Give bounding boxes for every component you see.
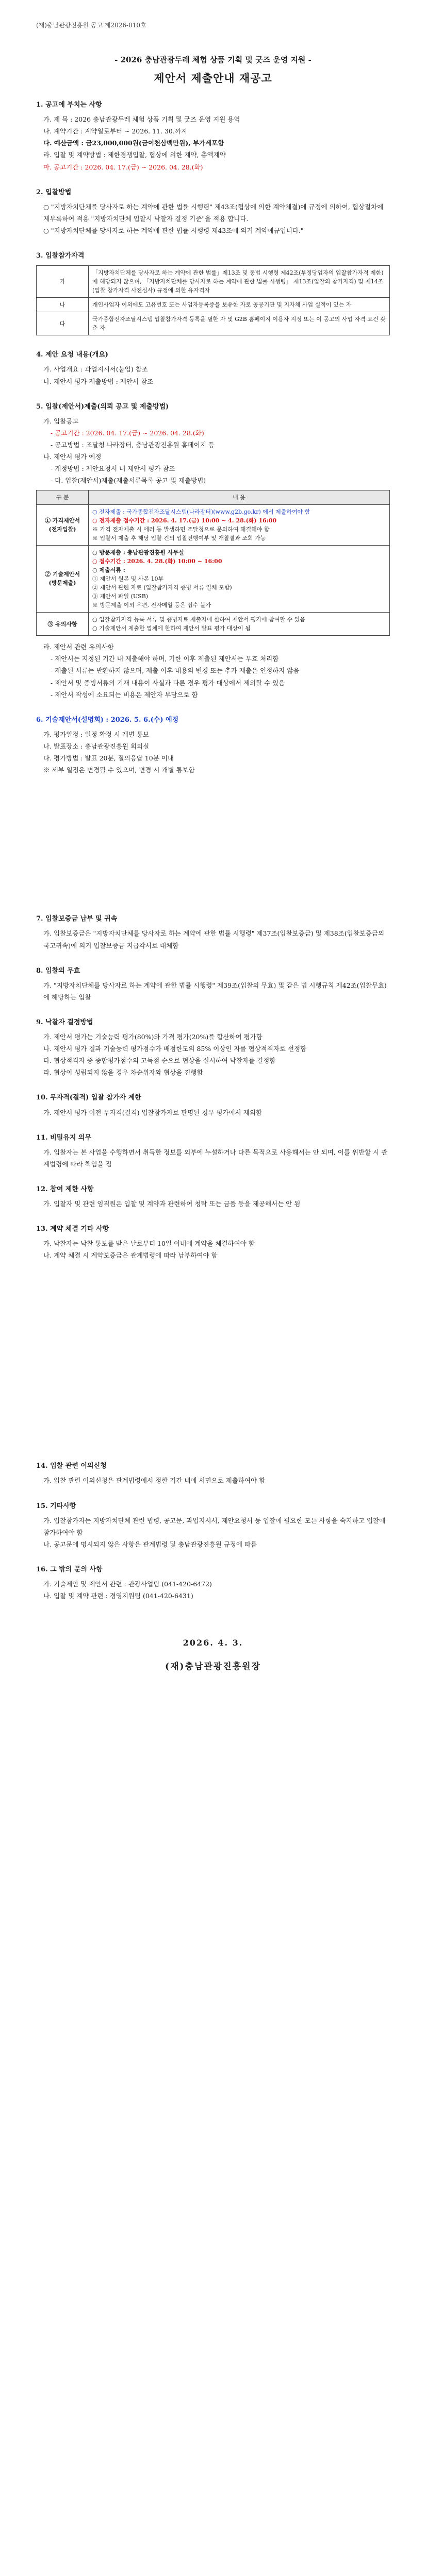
- section-14-heading: 14. 입찰 관련 이의신청: [36, 1462, 107, 1470]
- s5-after: 라. 제안서 관련 유의사항: [43, 643, 114, 651]
- row-label: 다: [37, 312, 89, 335]
- s6-item: 가. 평가일정 : 일정 확정 시 개별 통보: [43, 730, 150, 738]
- table-row: [37, 312, 390, 335]
- header-cell: 구 분: [37, 490, 89, 504]
- table-header-row: [37, 490, 390, 504]
- cell-line: ○ 접수기간 : 2026. 4. 28.(화) 10:00 ~ 16:00: [92, 557, 222, 565]
- row-label: ① 가격제안서 (전자입찰): [37, 504, 89, 545]
- section-8-heading: 8. 입찰의 무효: [36, 967, 80, 975]
- section-10: [36, 1092, 390, 1118]
- cell-line: ③ 제안서 파일 (USB): [92, 592, 149, 600]
- section-12-heading: 12. 참여 제한 사항: [36, 1185, 94, 1193]
- cell-line: ○ 제출서류 :: [92, 566, 125, 573]
- s9-item: 다. 협상적격자 중 종합평가점수의 고득점 순으로 협상을 실시하여 낙찰자를 결정함: [43, 1057, 276, 1065]
- issuer-name: (재)충남관광진흥원장: [165, 1662, 261, 1672]
- s14-item: 가. 입찰 관련 이의신청은 관계법령에서 정한 기간 내에 서면으로 제출하여야 함: [43, 1477, 266, 1485]
- section-5: [36, 401, 390, 701]
- section-3: [36, 250, 390, 335]
- section-8: [36, 965, 390, 1003]
- s1-item: 라. 입찰 및 계약방법 : 제한경쟁입찰, 협상에 의한 계약, 총액계약: [43, 151, 226, 159]
- section-2-heading: 2. 입찰방법: [36, 188, 72, 196]
- table-row: [37, 504, 390, 545]
- table-row: [37, 266, 390, 298]
- table-row: [37, 613, 390, 636]
- s4-item: 가. 사업개요 : 과업지시서(붙임) 참조: [43, 365, 148, 374]
- s5-after: - 제안서는 지정된 기간 내 제출해야 하며, 기한 이후 제출된 제안서는 무효 처리함: [51, 655, 279, 663]
- s6-item: ※ 세부 일정은 변경될 수 있으며, 변경 시 개별 통보함: [43, 766, 195, 774]
- s5-item: - 공고기간 : 2026. 04. 17.(금) ~ 2026. 04. 28.(화): [51, 429, 204, 437]
- row-label: 나: [37, 298, 89, 312]
- s4-item: 나. 제안서 평가 제출방법 : 제안서 참조: [43, 377, 154, 385]
- row-content: [89, 613, 390, 636]
- s13-item: 나. 계약 체결 시 계약보증금은 관계법령에 따라 납부하여야 함: [43, 1251, 218, 1260]
- section-16-heading: 16. 그 밖의 문의 사항: [36, 1566, 103, 1574]
- row-label: ③ 유의사항: [37, 613, 89, 636]
- issue-date: 2026. 4. 3.: [183, 1638, 243, 1648]
- s2-item: ○ "지방자치단체를 당사자로 하는 계약에 관한 법률 시행령" 제43조(협상에 의한 계약체결)에 규정에 의하여, 협상절차에 제부록하여 적용 "지방자치단체 입찰시 낙찰자 결정 기준"을 적용 합니다.: [43, 202, 384, 223]
- cell-line: ○ 기술제안서 제출한 업체에 한하여 제안서 발표 평가 대상이 됨: [92, 625, 251, 632]
- row-label: 가: [37, 266, 89, 298]
- section-15-heading: 15. 기타사항: [36, 1502, 76, 1510]
- s11-item: 가. 입찰자는 본 사업을 수행하면서 취득한 정보를 외부에 누설하거나 다른 목적으로 사용해서는 안 되며, 이를 위반할 시 관계법령에 따라 책임을 짐: [43, 1148, 388, 1168]
- row-content: [89, 504, 390, 545]
- s9-item: 나. 제안서 평가 결과 기술능력 평가점수가 배점한도의 85% 이상인 자를 협상적격자로 선정함: [43, 1045, 307, 1053]
- s5-note: - 다. 입찰(제안서)제출(제출서류목록 공고 및 제출방법): [51, 477, 206, 485]
- row-text: 국가종합전자조달시스템 입찰참가자격 등록을 필한 자 및 G2B 홈페이지 이용자 지정 또는 이 공고의 사업 자격 요건 갖춘 자: [89, 312, 390, 335]
- s6-item: 다. 평가방법 : 발표 20분, 질의응답 10분 이내: [43, 754, 174, 762]
- section-6: [36, 714, 390, 776]
- s8-item: 가. "지방자치단체를 당사자로 하는 계약에 관한 법률 시행령" 제39조(입찰의 무효) 및 같은 법 시행규칙 제42조(입찰무효)에 해당하는 입찰: [43, 981, 387, 1001]
- s16-item: 가. 기술제안 및 제안서 관련 : 관광사업팀 (041-420-6472): [43, 1580, 212, 1588]
- table-row: [37, 545, 390, 612]
- section-3-heading: 3. 입찰참가자격: [36, 252, 85, 260]
- section-12: [36, 1183, 390, 1210]
- s5-item: 가. 입찰공고: [43, 417, 79, 425]
- title-subtitle: - 2026 충남관광두레 체험 상품 기획 및 굿즈 운영 지원 -: [114, 55, 312, 64]
- table-row: [37, 298, 390, 312]
- section-9-heading: 9. 낙찰자 결정방법: [36, 1018, 93, 1026]
- cell-line: ○ 입찰참가자격 등록 서류 및 증빙자료 제출자에 한하여 제안서 평가에 참여할 수 있음: [92, 616, 305, 623]
- s5-item: - 공고방법 : 조달청 나라장터, 충남관광진흥원 홈페이지 등: [51, 441, 215, 449]
- section-13: [36, 1223, 390, 1261]
- cell-line: ① 제안서 원본 및 사본 10부: [92, 575, 164, 582]
- doc-number: (재)충남관광진흥원 공고 제2026-010호: [36, 22, 146, 29]
- row-label: ② 기술제안서 (방문제출): [37, 545, 89, 612]
- s5-after: - 제출된 서류는 반환하지 않으며, 제출 이후 내용의 변경 또는 추가 제출은 인정하지 않음: [51, 667, 300, 675]
- s13-item: 가. 낙찰자는 낙찰 통보를 받은 날로부터 10일 이내에 계약을 체결하여야 함: [43, 1240, 255, 1248]
- cell-line: ※ 입찰서 제출 후 해당 입찰 건의 입찰진행여부 및 개찰결과 조회 가능: [92, 534, 266, 541]
- s5-note: - 개정방법 : 제안요청서 내 제안서 평가 참조: [51, 465, 175, 473]
- s5-after: - 제안서 및 증빙서류의 기재 내용이 사실과 다른 경우 평가 대상에서 제외할 수 있음: [51, 679, 285, 687]
- s1-item: 가. 제 목 : 2026 충남관광두레 체험 상품 기획 및 굿즈 운영 지원 용역: [43, 115, 240, 124]
- section-11: [36, 1132, 390, 1170]
- s1-item: 나. 계약기간 : 계약일로부터 ~ 2026. 11. 30.까지: [43, 127, 187, 135]
- s5-after: - 제안서 작성에 소요되는 비용은 제안자 부담으로 함: [51, 690, 198, 699]
- section-4: [36, 349, 390, 387]
- cell-line: ② 제안서 관련 자료 (입찰참가자격 증빙 서류 일체 포함): [92, 584, 232, 591]
- eligibility-table: [36, 265, 390, 335]
- s9-item: 가. 제안서 평가는 기술능력 평가(80%)와 가격 평가(20%)를 합산하여 평가함: [43, 1032, 263, 1041]
- section-4-heading: 4. 제안 요청 내용(개요): [36, 351, 108, 359]
- cell-line: ○ 방문제출 : 충남관광진흥원 사무실: [92, 549, 184, 556]
- document-title: [36, 54, 390, 86]
- section-5-heading: 5. 입찰(제안서)제출(의뢰 공고 및 제출방법): [36, 402, 169, 411]
- row-text: 「지방자치단체를 당사자로 하는 계약에 관한 법률」제13조 및 동법 시행령 제42조(부정당업자의 입찰참가자격 제한)에 해당되지 않으며, 「지방자치단체를 당사자로 하는 계약에 관한 법률 시행령」 제13조(입찰의 참가자격) 및 제14조(입찰 참가자격 사전심사) 규정에 의한 유자격자: [89, 266, 390, 298]
- s1-item: 마. 공고기간 : 2026. 04. 17.(금) ~ 2026. 04. 28.(화): [43, 163, 203, 171]
- s1-item: 다. 예산금액 : 금23,000,000원(금이천삼백만원), 부가세포함: [43, 139, 224, 147]
- s16-item: 나. 입찰 및 계약 관련 : 경영지원팀 (041-420-6431): [43, 1592, 193, 1600]
- cell-line: ※ 방문제출 이외 우편, 전자메일 등은 접수 불가: [92, 602, 211, 609]
- signature-block: [36, 1638, 390, 1672]
- header-cell: 내 용: [89, 490, 390, 504]
- section-9: [36, 1016, 390, 1079]
- s6-item: 나. 발표장소 : 충남관광진흥원 회의실: [43, 742, 150, 750]
- submission-table: [36, 490, 390, 636]
- s15-item: 가. 입찰참가자는 지방자치단체 관련 법령, 공고문, 과업지시서, 제안요청서 등 입찰에 필요한 모든 사항을 숙지하고 입찰에 참가하여야 함: [43, 1516, 386, 1536]
- section-1-heading: 1. 공고에 부치는 사항: [36, 101, 102, 109]
- row-text: 개인사업자 이외에도 고유번호 또는 사업자등록증을 보유한 자로 공공기관 및 지자체 사업 실적이 있는 자: [89, 298, 390, 312]
- section-13-heading: 13. 계약 체결 기타 사항: [36, 1225, 109, 1233]
- s2-item: ○ "지방자치단체를 당사자로 하는 계약에 관한 법률 시행령 제43조에 의거 계약예규입니다.": [43, 226, 304, 234]
- row-content: [89, 545, 390, 612]
- section-1: [36, 99, 390, 173]
- section-2: [36, 187, 390, 236]
- s7-item: 가. 입찰보증금은 "지방자치단체를 당사자로 하는 계약에 관한 법률 시행령" 제37조(입찰보증금) 및 제38조(입찰보증금의 국고귀속)에 의거 입찰보증금 지급각서로 대체함: [43, 929, 385, 950]
- section-7-heading: 7. 입찰보증금 납부 및 귀속: [36, 915, 118, 923]
- section-16: [36, 1564, 390, 1602]
- section-7: [36, 913, 390, 951]
- s5-item: 나. 제안서 평가 예정: [43, 453, 102, 461]
- s9-item: 라. 협상이 성립되지 않을 경우 차순위자와 협상을 진행함: [43, 1069, 203, 1077]
- s15-item: 나. 공고문에 명시되지 않은 사항은 관계법령 및 충남관광진흥원 규정에 따름: [43, 1540, 257, 1548]
- s12-item: 가. 입찰자 및 관련 임직원은 입찰 및 계약과 관련하여 청탁 또는 금품 등을 제공해서는 안 됨: [43, 1200, 301, 1208]
- section-14: [36, 1460, 390, 1486]
- section-11-heading: 11. 비밀유지 의무: [36, 1133, 92, 1142]
- section-10-heading: 10. 무자격(결격) 입찰 참가자 제한: [36, 1094, 141, 1102]
- title-main: 제안서 제출안내 재공고: [154, 72, 272, 84]
- cell-line: ○ 전자제출 : 국가종합전자조달시스템(나라장터)(www.g2b.go.kr) 에서 제출하여야 함: [92, 508, 310, 515]
- cell-line: ※ 가격 전자제출 시 에러 등 발생하면 조달청으로 문의하여 해결해야 함: [92, 526, 270, 533]
- section-6-heading: 6. 기술제안서(설명회) : 2026. 5. 6.(수) 예정: [36, 716, 179, 724]
- cell-line: ○ 전자제출 접수기간 : 2026. 4. 17.(금) 10:00 ~ 4. 28.(화) 16:00: [92, 517, 277, 524]
- section-15: [36, 1500, 390, 1550]
- s10-item: 가. 제안서 평가 이전 무자격(결격) 입찰참가자로 판명된 경우 평가에서 제외함: [43, 1108, 262, 1116]
